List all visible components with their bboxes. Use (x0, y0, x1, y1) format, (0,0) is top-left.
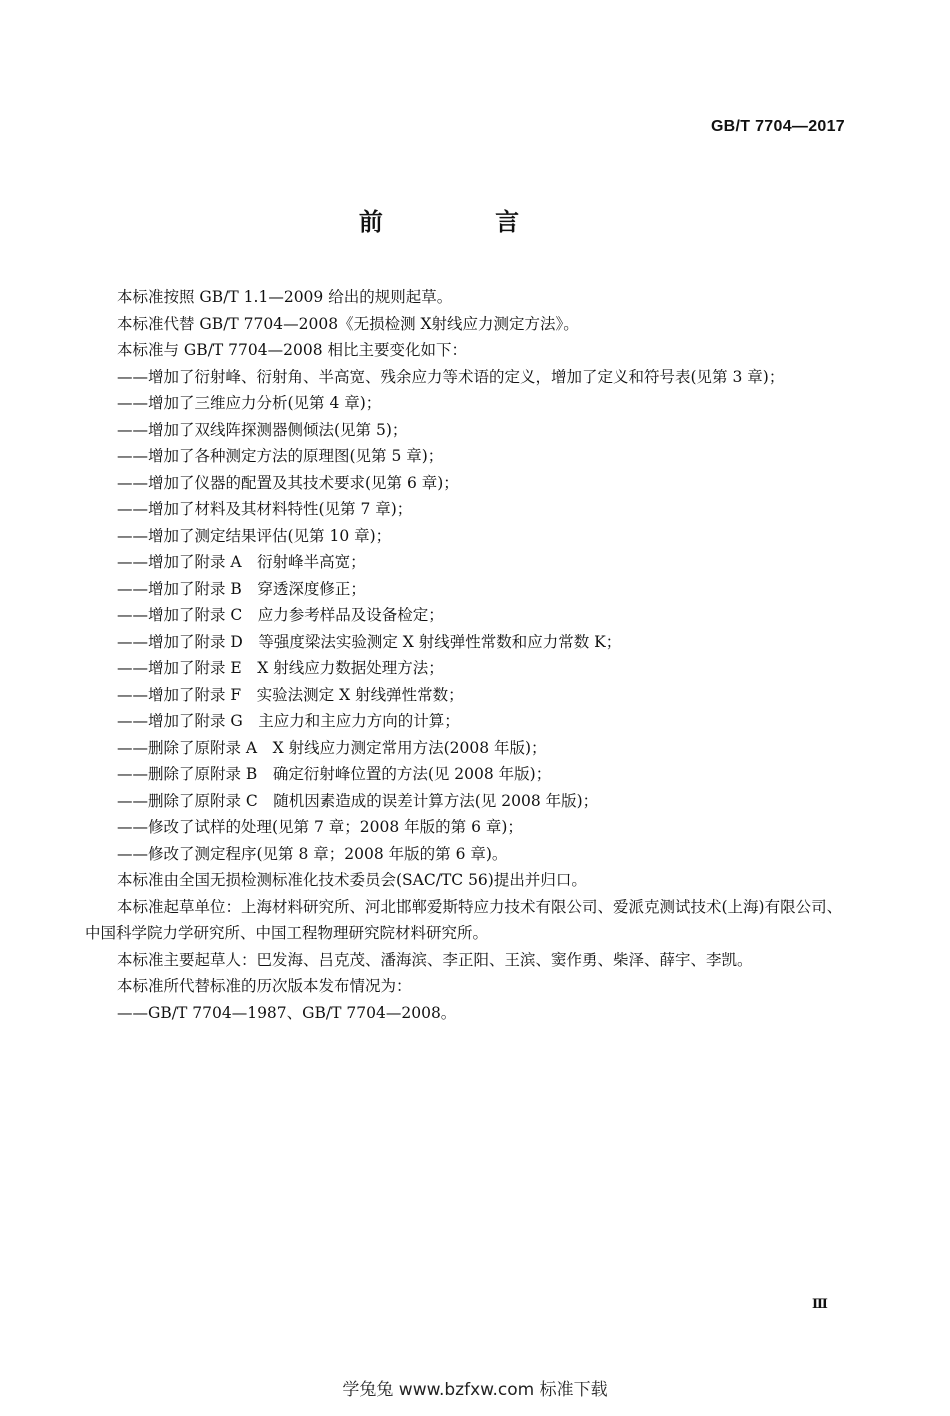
change-item: ——增加了衍射峰、衍射角、半高宽、残余应力等术语的定义，增加了定义和符号表(见第 3 章)； (117, 367, 785, 386)
standard-code: GB/T 7704—2017 (710, 118, 845, 135)
page-number: Ⅲ (812, 1297, 828, 1312)
change-item: ——删除了原附录 A X 射线应力测定常用方法(2008 年版)； (117, 738, 547, 757)
change-item: ——增加了附录 A 衍射峰半高宽； (117, 553, 366, 571)
change-item: ——删除了原附录 B 确定衍射峰位置的方法(见 2008 年版)； (117, 765, 552, 783)
intro-paragraph: 本标准与 GB/T 7704—2008 相比主要变化如下： (117, 341, 468, 359)
change-item: ——增加了附录 F 实验法测定 X 射线弹性常数； (117, 685, 464, 704)
change-item: ——增加了附录 G 主应力和主应力方向的计算； (117, 712, 460, 730)
history-intro-paragraph: 本标准所代替标准的历次版本发布情况为： (117, 977, 412, 995)
change-item: ——增加了附录 E X 射线应力数据处理方法； (117, 659, 444, 677)
page-title: 前 言 (358, 208, 572, 236)
change-item: ——增加了双线阵探测器侧倾法(见第 5)； (117, 420, 408, 439)
change-item: ——增加了附录 C 应力参考样品及设备检定； (117, 606, 444, 624)
change-item: ——增加了各种测定方法的原理图(见第 5 章)； (117, 447, 444, 465)
proposed-by-paragraph: 本标准由全国无损检测标准化技术委员会(SAC/TC 56)提出并归口。 (117, 871, 587, 889)
change-item: ——增加了附录 D 等强度梁法实验测定 X 射线弹性常数和应力常数 K； (117, 632, 622, 651)
history-item: ——GB/T 7704—1987、GB/T 7704—2008。 (117, 1003, 457, 1022)
footer-watermark: 学兔兔 www.bzfxw.com 标准下载 (342, 1380, 608, 1400)
document-body (85, 284, 850, 1026)
drafters-paragraph: 本标准主要起草人：巴发海、吕克茂、潘海滨、李正阳、王滨、窦作勇、柴泽、薛宇、李凯。 (117, 950, 753, 969)
change-item: ——修改了测定程序(见第 8 章；2008 年版的第 6 章)。 (117, 844, 508, 863)
change-item: ——删除了原附录 C 随机因素造成的误差计算方法(见 2008 年版)； (117, 791, 599, 810)
change-item: ——增加了材料及其材料特性(见第 7 章)； (117, 500, 413, 518)
drafting-units-paragraph: 本标准起草单位：上海材料研究所、河北邯郸爱斯特应力技术有限公司、爱派克测试技术(上海)有限公司、中国科学院力学研究所、中国工程物理研究院材料研究所。 (85, 897, 843, 942)
intro-paragraph: 本标准代替 GB/T 7704—2008《无损检测 X射线应力测定方法》。 (117, 314, 579, 333)
change-item: ——增加了仪器的配置及其技术要求(见第 6 章)； (117, 473, 459, 492)
change-item: ——修改了试样的处理(见第 7 章；2008 年版的第 6 章)； (117, 818, 523, 836)
change-item: ——增加了附录 B 穿透深度修正； (117, 579, 366, 598)
change-item: ——增加了测定结果评估(见第 10 章)； (117, 526, 392, 545)
change-item: ——增加了三维应力分析(见第 4 章)； (117, 394, 382, 412)
intro-paragraph: 本标准按照 GB/T 1.1—2009 给出的规则起草。 (117, 288, 453, 306)
